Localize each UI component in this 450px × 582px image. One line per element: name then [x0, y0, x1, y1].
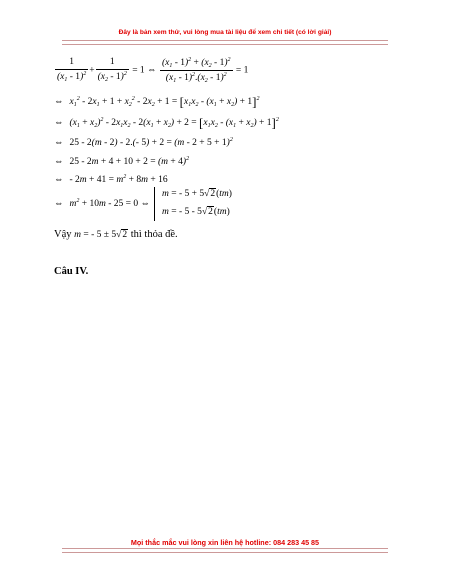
header-divider: [62, 40, 388, 45]
conclusion-tail: thì thỏa đề.: [130, 229, 178, 240]
conclusion-line: [54, 229, 178, 241]
section-heading: Câu IV.: [54, 266, 89, 277]
hotline-banner: Mọi thắc mắc vui lòng xin liên hệ hotline: 084 283 45 85: [130, 538, 320, 547]
footer-divider: [62, 548, 388, 553]
equation-line-3: ⇔ $(x_1 + x_2)^2 - 2x_1x_2 - 2(x_1 + x_2) + 2 = [x_1x_2 - (x_1 + x_2) + 1]^2$: [54, 115, 279, 130]
equation-line-4: ⇔ 25 - 2(m - 2) - 2.(- $5) + 2 = (m - 2 + 5 + 1)^2$: [54, 137, 233, 148]
equation-line-6: ⇔ - $2m + 41 = m^2 + 8m + 16$: [54, 174, 168, 185]
preview-notice-banner: Đây là bản xem thử, vui lòng mua tài liệu để xem chi tiết (có lời giải): [118, 29, 332, 36]
equation-line-1: $\frac{1}{(x_1 - 1)^2}$ + $\frac{1}{(x_2 - 1)^2}$ = 1 ⇔ $\frac{(x_1 - 1)^2 + (x_2 - 1)^2}{(x_1 - 1)^2.(x_2 - 1)^2}$ = 1: [57, 57, 249, 84]
case-bracket: [154, 187, 159, 221]
conclusion-formula: m = - 5 ± 5√2: [74, 230, 128, 240]
root-negative: m = - 5 - 5√2(tm): [162, 207, 230, 217]
conclusion-lead: Vậy: [54, 229, 72, 240]
equation-line-5: ⇔ $25 - 2m + 4 + 10 + 2 = (m + 4)^2$: [54, 156, 190, 167]
quadratic-equation: ⇔ $m^2 + 10m - 25 = 0$ ⇔: [54, 198, 151, 209]
equation-line-2: ⇔ $x_1^2 - 2x_1 + 1 + x_2^2 - 2x_2 + 1 = [x_1x_2 - (x_1 + x_2) + 1]^2$: [54, 94, 260, 109]
root-positive: m = - 5 + 5√2(tm): [162, 189, 232, 199]
